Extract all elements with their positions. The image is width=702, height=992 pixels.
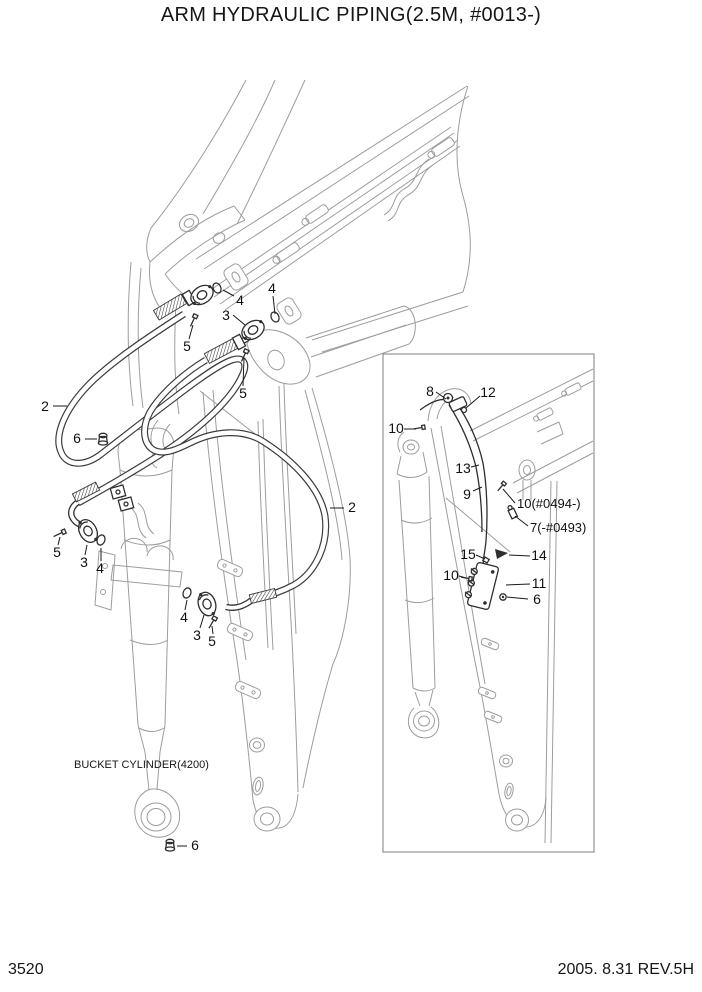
footer-page-number: 3520: [8, 961, 44, 978]
arm-pivot-boss: [247, 306, 415, 384]
callout-inset-13: 13: [455, 460, 471, 476]
callout-main-4: 4: [236, 292, 244, 308]
callout-main-5: 5: [208, 633, 216, 649]
arm-pad: [226, 622, 254, 642]
callout-main-4: 4: [268, 280, 276, 296]
pipe-clamp: [271, 242, 300, 266]
bolt: [414, 425, 426, 431]
callout-main-5: 5: [239, 385, 247, 401]
callout-inset-14: 14: [531, 547, 547, 563]
leader-main-3: [189, 325, 193, 339]
plug: [165, 839, 174, 851]
inset-arm: [428, 389, 557, 843]
arrow-14: [495, 549, 508, 559]
leader-main-1: [273, 296, 275, 314]
leader-inset-1: [466, 396, 480, 408]
callout-inset-11: 11: [531, 575, 547, 591]
leader-inset-5: [503, 489, 515, 503]
callout-inset-8: 8: [426, 383, 434, 399]
bolt: [53, 529, 67, 538]
arm-beam: [196, 86, 470, 352]
callout-main-2: 2: [348, 499, 356, 515]
callout-main-2: 2: [41, 398, 49, 414]
bucket-cylinder-label: BUCKET CYLINDER(4200): [74, 759, 209, 771]
hose-ferrule: [249, 588, 276, 603]
leader-inset-10: [506, 584, 530, 585]
leader-inset-8: [509, 555, 530, 556]
cylinder-hose-guide: [130, 420, 170, 538]
page-title: ARM HYDRAULIC PIPING(2.5M, #0013-): [160, 4, 542, 26]
leader-main-0: [223, 290, 234, 296]
callout-main-6: 6: [191, 837, 199, 853]
callout-inset-6: 6: [533, 591, 541, 607]
split-flange-clamp: [195, 589, 219, 618]
weld-flange: [275, 296, 303, 326]
leader-inset-6: [515, 516, 528, 526]
leader-inset-4: [473, 487, 482, 491]
callout-main-5: 5: [183, 338, 191, 354]
callout-main-3: 3: [222, 307, 230, 323]
leader-main-2: [233, 315, 245, 325]
pipe-clip: [444, 394, 468, 413]
callout-inset-15: 15: [460, 546, 476, 562]
leader-inset-11: [507, 597, 528, 599]
callout-main-3: 3: [80, 554, 88, 570]
callout-main-5: 5: [53, 544, 61, 560]
callout-main-4: 4: [96, 560, 104, 576]
arm-pad: [234, 680, 262, 700]
callout-inset-10: 10: [388, 420, 404, 436]
callout-inset-10: 10: [443, 567, 459, 583]
o-ring: [182, 587, 193, 599]
plug: [98, 433, 107, 445]
callout-inset-12: 12: [480, 384, 496, 400]
bolt-6: [500, 594, 506, 600]
callout-main-3: 3: [193, 627, 201, 643]
callout-inset-10(#0494-): 10(#0494-): [517, 496, 581, 511]
hose-elbow-fitting: [226, 600, 252, 608]
main-view: [53, 80, 471, 851]
callout-inset-9: 9: [463, 486, 471, 502]
callout-main-6: 6: [73, 430, 81, 446]
pipe-clamp: [300, 204, 329, 228]
inset-bucket-cylinder: [397, 432, 439, 738]
footer-revision: 2005. 8.31 REV.5H: [557, 961, 694, 978]
callout-inset-7(-#0493): 7(-#0493): [530, 520, 587, 535]
callout-main-4: 4: [180, 609, 188, 625]
arm-pad: [216, 558, 244, 578]
